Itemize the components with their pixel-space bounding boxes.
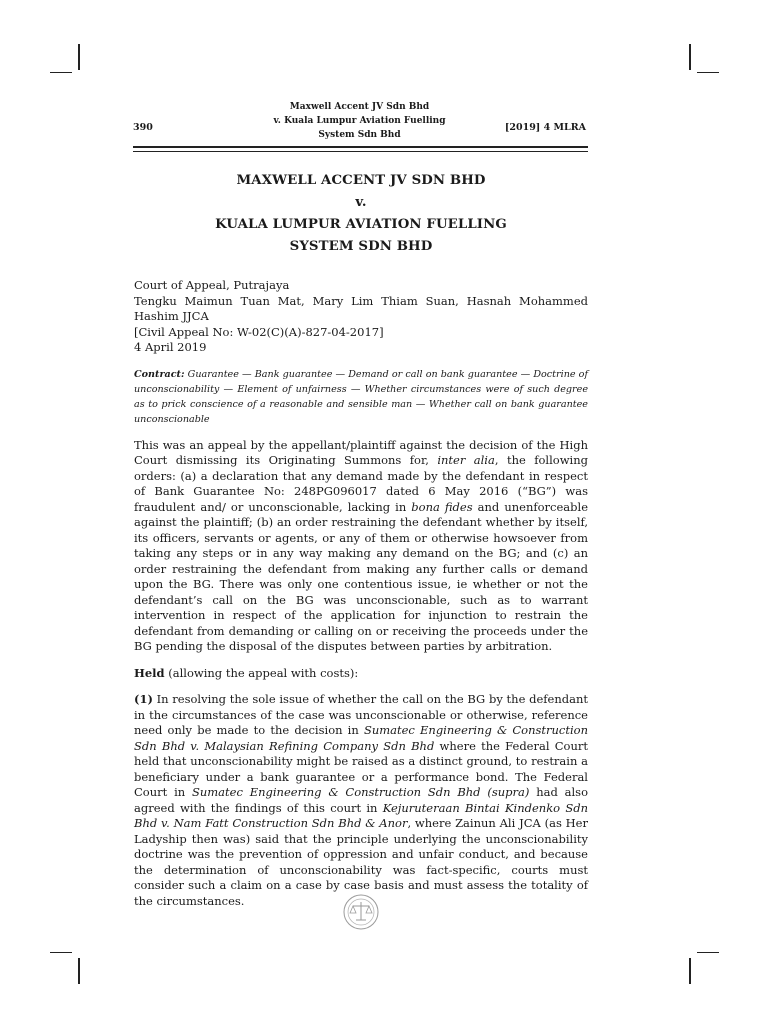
- crop-mark: [50, 72, 72, 73]
- case-title: MAXWELL ACCENT JV SDN BHD v. KUALA LUMPUR AVIATION FUELLING SYSTEM SDN BHD: [215, 173, 507, 254]
- citation: [2019] 4 MLRA: [504, 122, 586, 133]
- crop-mark: [78, 44, 80, 70]
- crop-mark: [697, 72, 719, 73]
- court: Court of Appeal, Putrajaya: [134, 278, 290, 292]
- crop-mark: [78, 958, 80, 984]
- decision-date: 4 April 2019: [134, 340, 207, 354]
- case-meta: [134, 278, 588, 356]
- header-rule: [133, 151, 588, 152]
- appeal-number: [Civil Appeal No: W-02(C)(A)-827-04-2017]: [134, 324, 384, 339]
- running-head-case-name: Maxwell Accent JV Sdn Bhd v. Kuala Lumpur Aviation Fuelling System Sdn Bhd: [273, 102, 446, 140]
- summary-paragraph: This was an appeal by the appellant/plaintiff against the decision of the High Court dismissing its Originating Summons for, inter alia, the following orders: (a) a declaration that any demand made by the defendant in respect of Bank Guarantee No: 248PG096017 dated 6 May 2016 (“BG”) was fraudulent and/ or unconscionable, lacking in bona fides and unenforceable against the plaintiff; (b) an order restraining the defendant whether by itself, its officers, servants or agents, or any of them or otherwise howsoever from taking any steps or in any way making any demand on the BG; and (c) an order restraining the defendant from making any further calls or demand upon the BG. There was only one contentious issue, ie whether or not the defendant’s call on the BG was unconscionable, such as to warrant intervention in respect of the application for injunction to restrain the defendant from demanding or calling on or receiving the proceeds under the BG pending the disposal of the disputes between parties by arbitration.: [134, 437, 588, 653]
- seal-emblem-icon: [342, 893, 380, 931]
- header-rule: [133, 146, 588, 148]
- catchwords: Contract: Guarantee — Bank guarantee — Demand or call on bank guarantee — Doctrine of unconscionability — Element of unfairness — Whether circumstances were of such degree as to prick conscience of a reasonable and sensible man — Whether call on bank guarantee unconscionable: [134, 368, 588, 425]
- holding-paragraph: (1) In resolving the sole issue of whether the call on the BG by the defendant in the circumstances of the case was unconscionable or otherwise, reference need only be made to the decision in Sumatec Engineering & Construction Sdn Bhd v. Malaysian Refining Company Sdn Bhd where the Federal Court held that unconscionability might be raised as a distinct ground, to restrain a beneficiary under a bank guarantee or a performance bond. The Federal Court in Sumatec Engineering & Construction Sdn Bhd (supra) had also agreed with the findings of this court in Kejuruteraan Bintai Kindenko Sdn Bhd v. Nam Fatt Construction Sdn Bhd & Anor, where Zainun Ali JCA (as Her Ladyship then was) said that the principle underlying the unconscionability doctrine was the prevention of oppression and unfair conduct, and because the determination of unconscionability was fact-specific, courts must consider such a claim on a case by case basis and must assess the totality of the circumstances.: [134, 692, 589, 908]
- crop-mark: [50, 952, 72, 953]
- crop-mark: [689, 44, 691, 70]
- page-number: 390: [133, 122, 153, 133]
- held-heading: Held (allowing the appeal with costs):: [134, 665, 359, 680]
- judges: Tengku Maimun Tuan Mat, Mary Lim Thiam Suan, Hasnah Mohammed Hashim JJCA: [134, 293, 588, 323]
- crop-mark: [689, 958, 691, 984]
- page-body: [134, 170, 588, 909]
- crop-mark: [697, 952, 719, 953]
